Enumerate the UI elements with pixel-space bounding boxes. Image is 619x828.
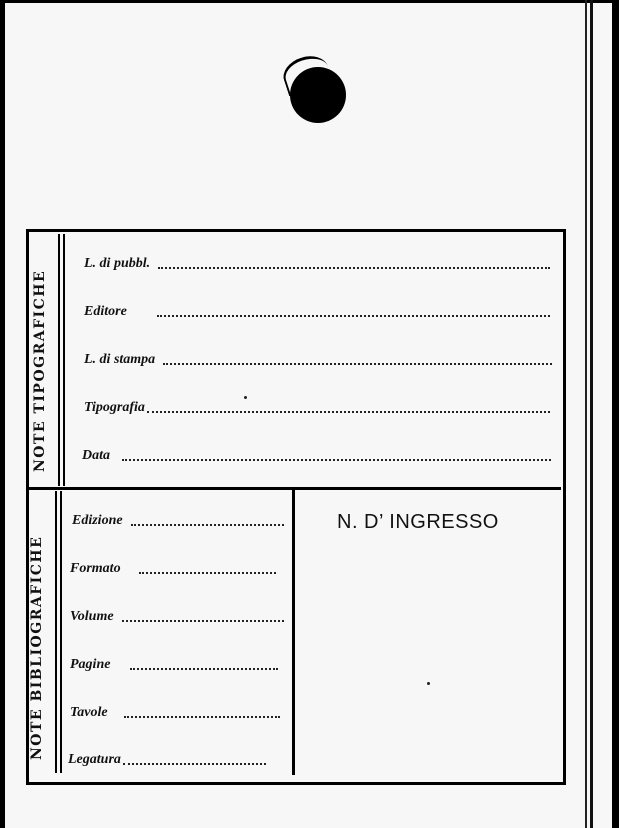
punch-hole <box>290 67 346 123</box>
scan-edge-left <box>0 0 5 828</box>
field-label: L. di stampa <box>84 352 156 367</box>
field-label: Tipografia <box>84 400 145 415</box>
dotted-line <box>122 459 551 461</box>
field-label: Tavole <box>70 705 108 720</box>
field-label: Volume <box>70 609 114 624</box>
scan-edge-right <box>612 0 619 828</box>
scan-edge-right-line <box>585 0 587 828</box>
field-data <box>82 448 551 464</box>
scan-speck <box>244 396 247 399</box>
dotted-line <box>131 524 284 526</box>
field-tipografia <box>84 400 550 416</box>
dotted-line <box>147 411 550 413</box>
field-pagine <box>70 657 278 673</box>
field-label: Formato <box>70 561 121 576</box>
scan-speck <box>427 682 430 685</box>
ingresso-divider <box>292 489 295 775</box>
dotted-line <box>122 620 284 622</box>
section-rule <box>55 491 57 773</box>
dotted-line <box>163 363 552 365</box>
dotted-line <box>139 572 276 574</box>
field-tavole <box>70 705 280 721</box>
dotted-line <box>123 763 266 765</box>
field-label: L. di pubbl. <box>84 256 151 271</box>
dotted-line <box>157 315 550 317</box>
field-volume <box>70 609 284 625</box>
field-formato <box>70 561 276 577</box>
scan-edge-top <box>0 0 619 3</box>
field-label: Edizione <box>72 513 123 528</box>
note-bibliografiche-title: NOTE BIBLIOGRAFICHE <box>29 535 45 760</box>
section-rule <box>63 234 65 486</box>
dotted-line <box>130 668 278 670</box>
section-rule <box>58 234 60 486</box>
field-luogo-stampa <box>84 352 552 368</box>
note-tipografiche-title: NOTE TIPOGRAFICHE <box>32 269 48 472</box>
section-rule <box>60 491 62 773</box>
field-label: Pagine <box>70 657 111 672</box>
numero-ingresso-label: N. D’ INGRESSO <box>337 511 499 533</box>
field-label: Editore <box>84 304 127 319</box>
field-edizione <box>72 513 284 529</box>
field-luogo-pubblicazione <box>84 256 550 272</box>
field-editore <box>84 304 550 320</box>
dotted-line <box>158 267 550 269</box>
dotted-line <box>124 716 280 718</box>
field-label: Data <box>82 448 110 463</box>
scan-edge-right-line <box>590 0 593 828</box>
field-label: Legatura <box>68 752 121 767</box>
field-legatura <box>68 752 266 768</box>
